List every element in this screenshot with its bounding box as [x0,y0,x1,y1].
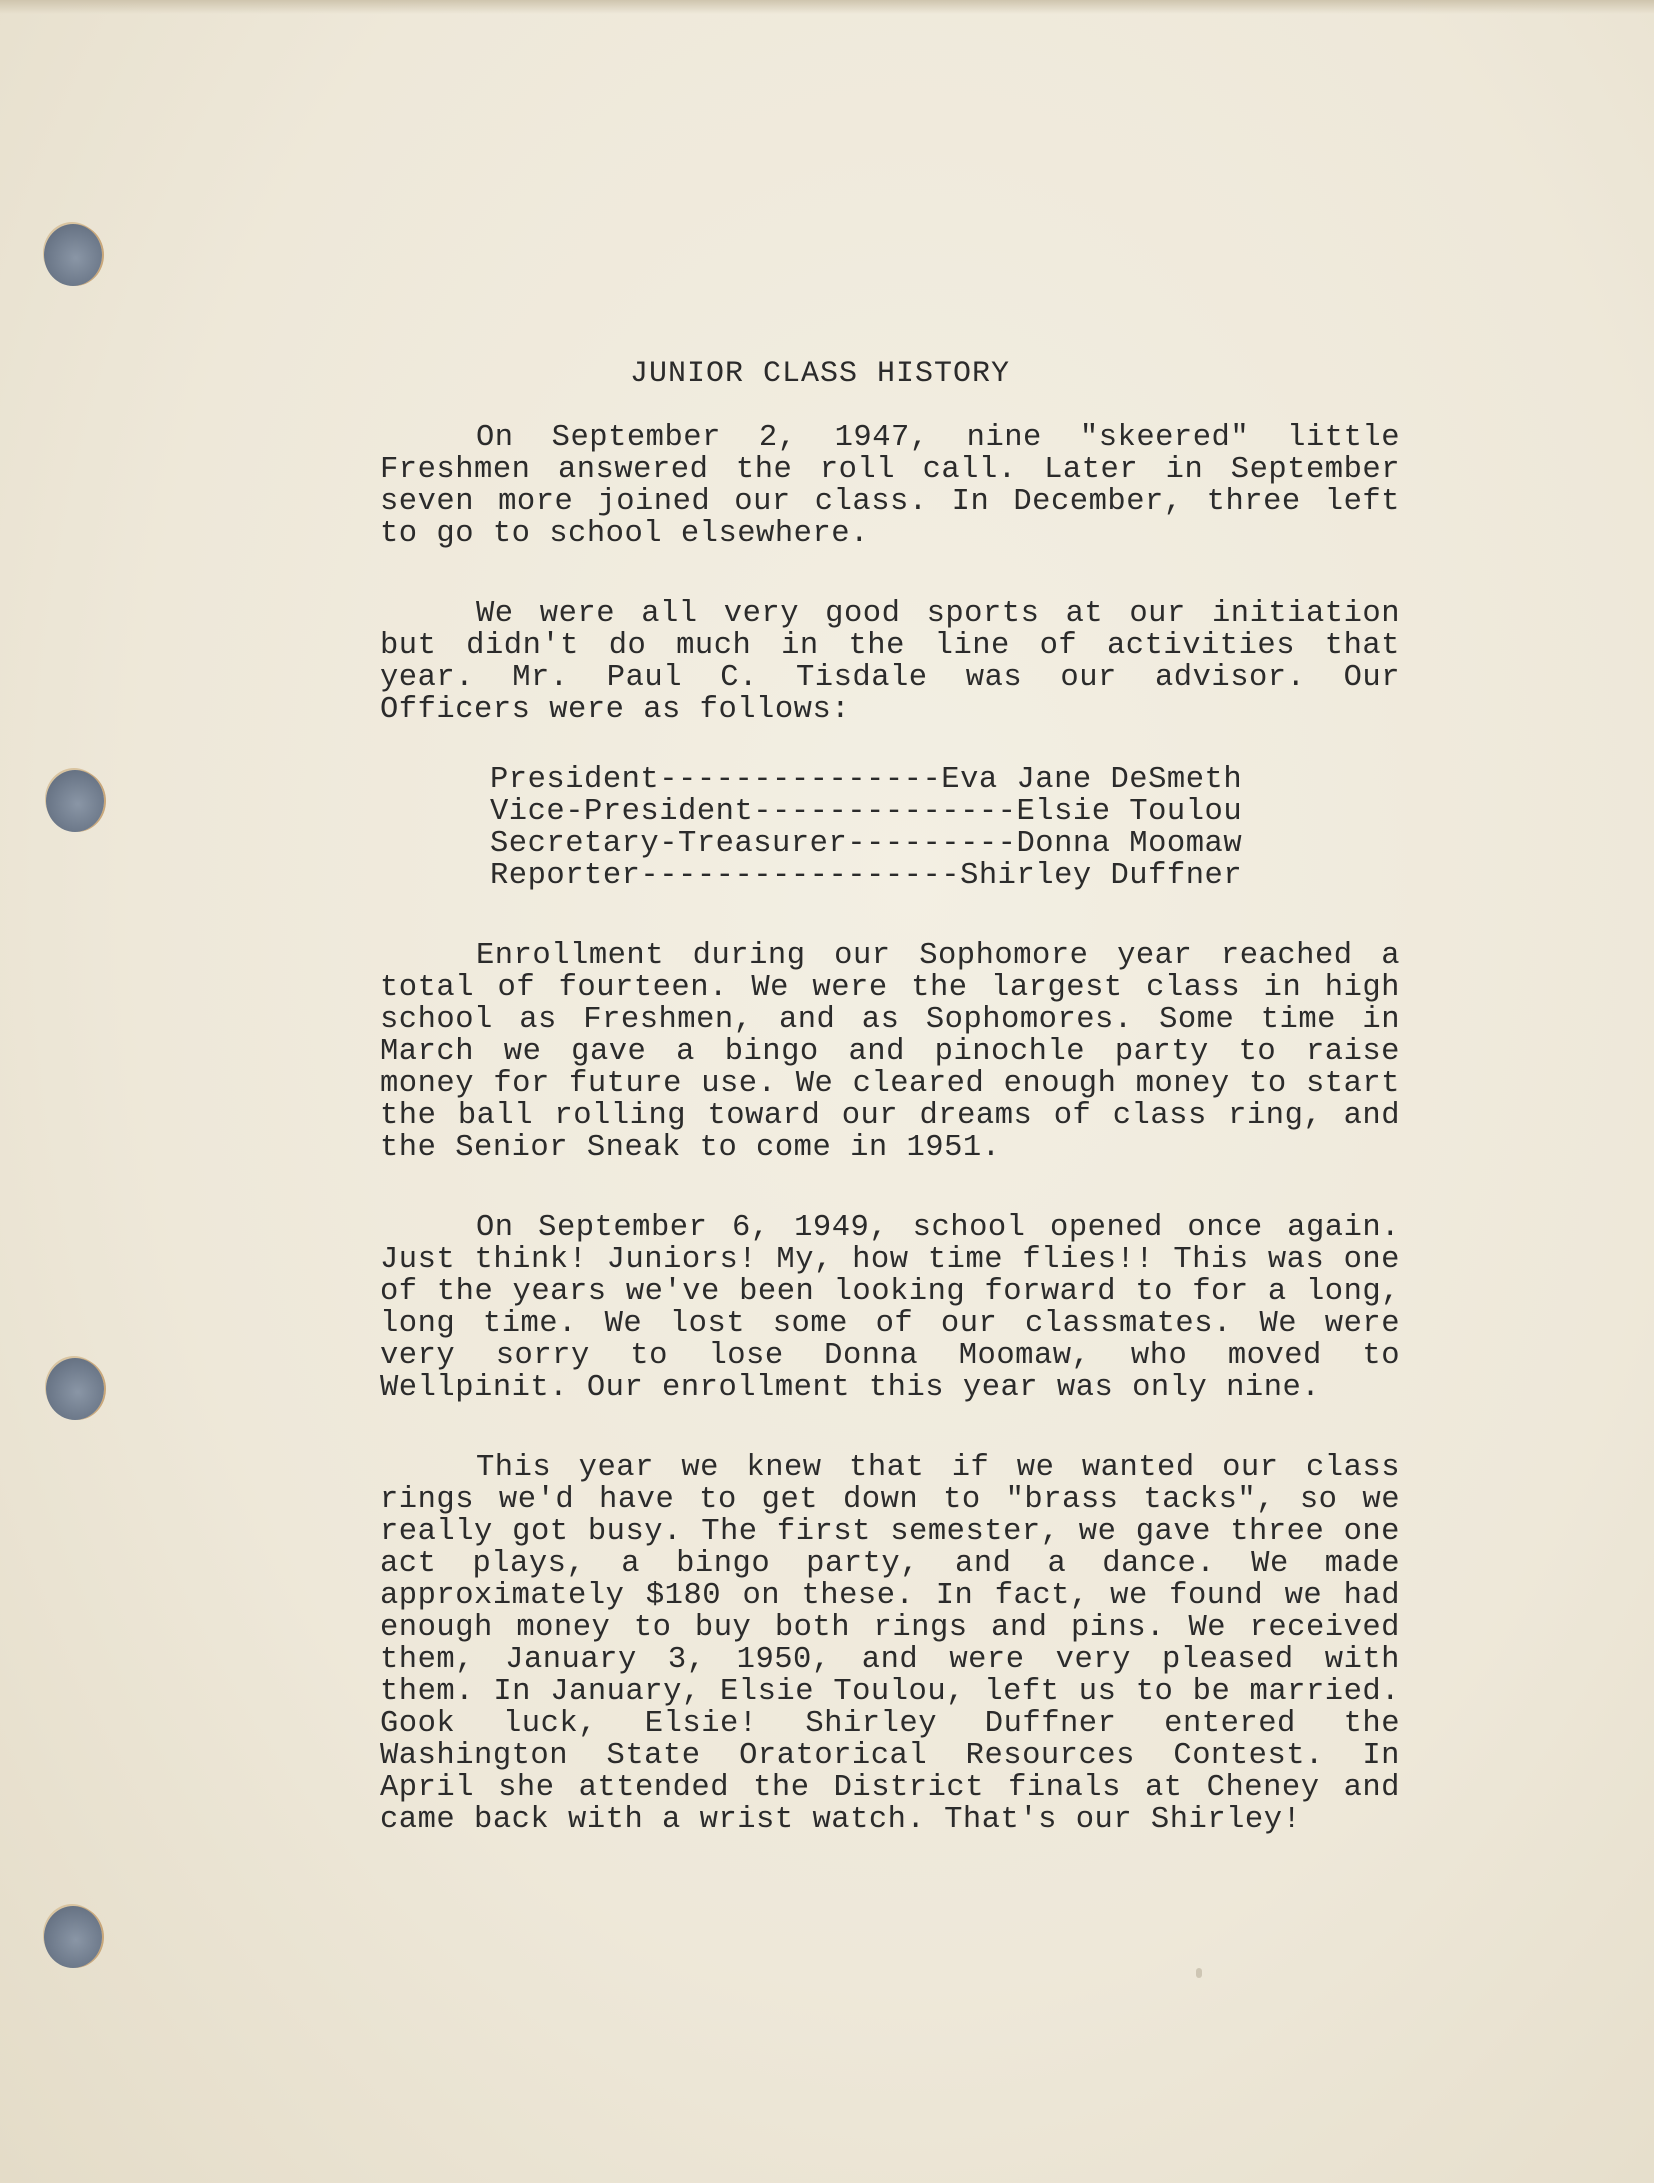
punch-hole [46,770,104,832]
officer-reporter: Reporter-----------------Shirley Duffner [490,859,1243,893]
paragraph-junior-year: On September 6, 1949, school opened once again. Just think! Juniors! My, how time flies!! This was one of the years we've been looking forward to for a long, long time. We lost some of our classmates. We were very sorry to lose Donna Moomaw, who moved to Wellpinit. Our enrollment this year was only nine. [380,1211,1400,1405]
page-top-edge [0,0,1654,14]
punch-hole [44,1906,102,1968]
officer-president: President---------------Eva Jane DeSmeth [490,763,1243,797]
punch-hole [46,1358,104,1420]
officers-list [490,764,1400,892]
paper-smudge [1196,1968,1202,1978]
paragraph-initiation: We were all very good sports at our initiation but didn't do much in the line of activities that year. Mr. Paul C. Tisdale was our advisor. Our Officers were as follows: [380,597,1400,727]
page-title: JUNIOR CLASS HISTORY [630,357,1011,391]
paragraph-sophomore-year: Enrollment during our Sophomore year reached a total of fourteen. We were the largest class in high school as Freshmen, and as Sophomores. Some time in March we gave a bingo and pinochle party to raise money for future use. We cleared enough money to start the ball rolling toward our dreams of class ring, and the Senior Sneak to come in 1951. [380,939,1400,1165]
paragraph-class-rings: This year we knew that if we wanted our class rings we'd have to get down to "brass tacks", so we really got busy. The first semester, we gave three one act plays, a bingo party, and a dance. We made approximately $180 on these. In fact, we found we had enough money to buy both rings and pins. We received them, January 3, 1950, and were very pleased with them. In January, Elsie Toulou, left us to be married. Gook luck, Elsie! Shirley Duffner entered the Washington State Oratorical Resources Contest. In April she attended the District finals at Cheney and came back with a wrist watch. That's our Shirley! [380,1451,1400,1837]
punch-hole [44,224,102,286]
officer-vice-president: Vice-President--------------Elsie Toulou [490,795,1243,829]
document-body [380,358,1400,1884]
officer-secretary-treasurer: Secretary-Treasurer---------Donna Moomaw [490,827,1243,861]
paragraph-enrollment-1947: On September 2, 1947, nine "skeered" little Freshmen answered the roll call. Later in September seven more joined our class. In December, three left to go to school elsewhere. [380,421,1400,551]
